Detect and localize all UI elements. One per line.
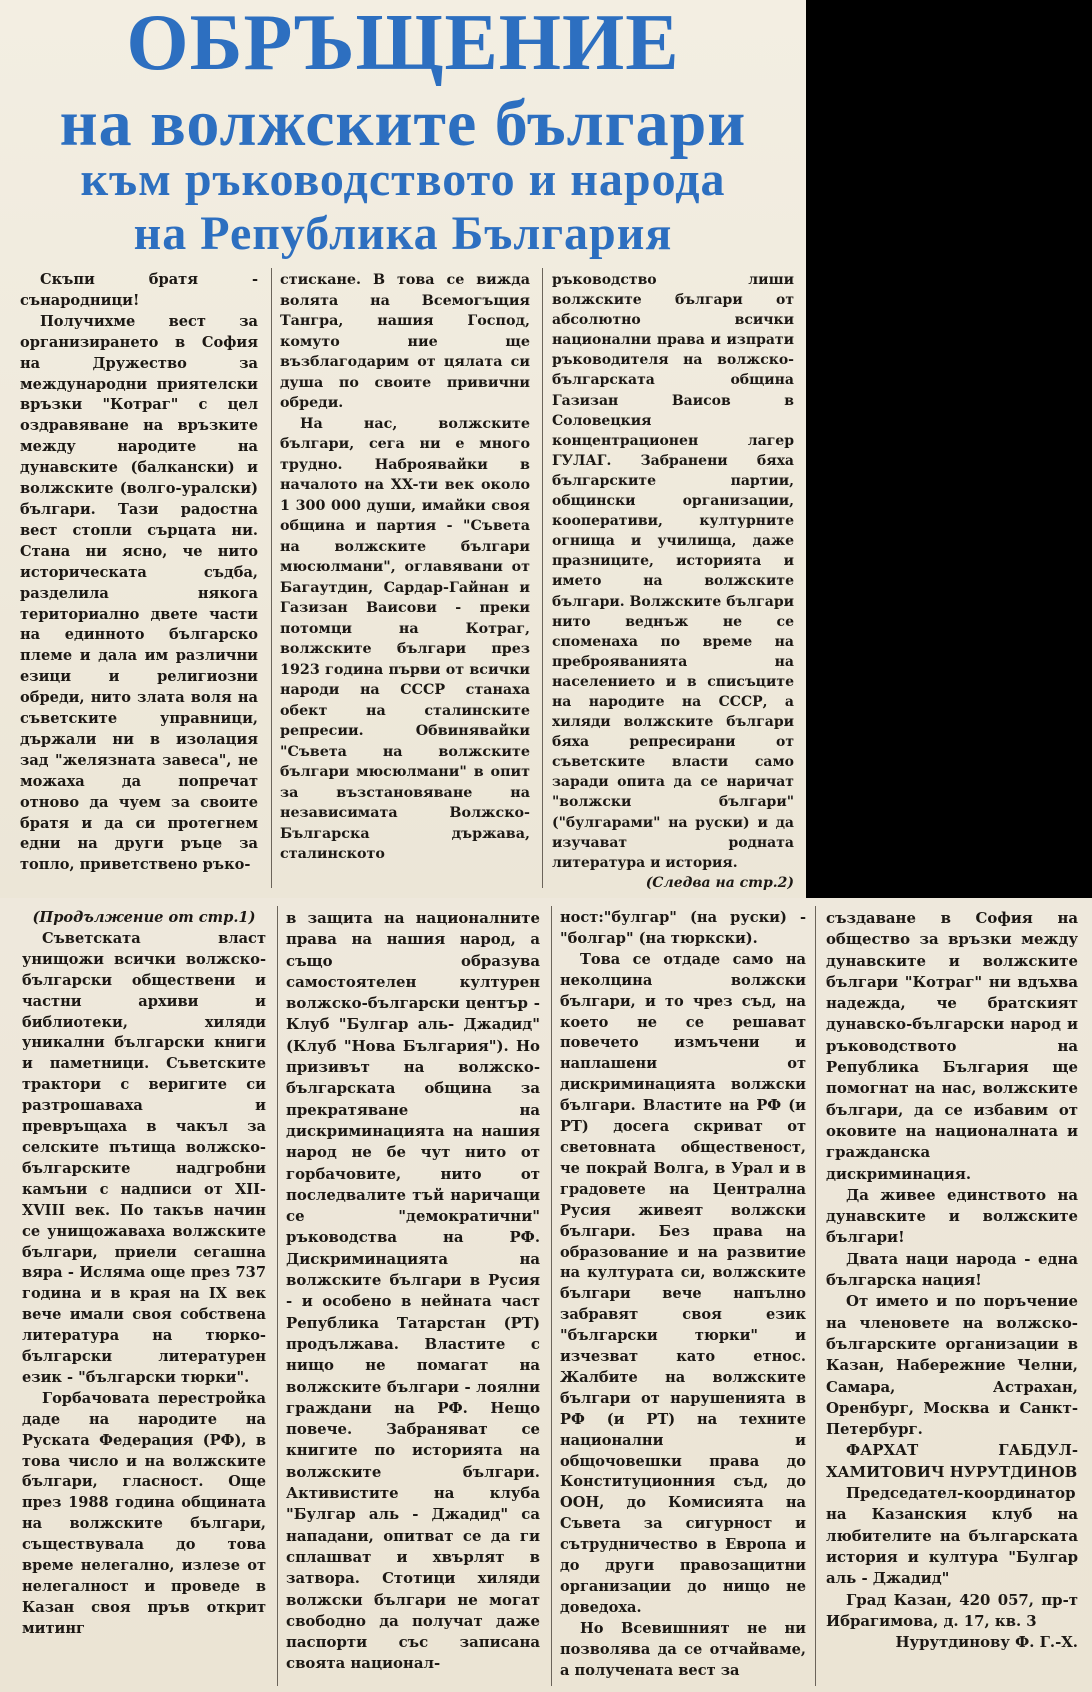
article-clipping-top — [0, 0, 806, 898]
bottom-column-4 — [826, 908, 1078, 1653]
top-column-3 — [552, 270, 794, 893]
headline-line-3: към ръководството и народа — [80, 153, 726, 206]
column-rule — [271, 268, 272, 888]
column-rule — [542, 268, 543, 888]
top-column-1 — [20, 270, 258, 876]
bottom-column-1 — [22, 908, 266, 1640]
paragraph: стискане. В това се вижда волята на Всемогъщия Тангра, нашия Господ, комуто ние ще възблагодарим от цялата си душа по своите привични обреди. — [280, 272, 530, 411]
paragraph: Но Всевишният не ни позволява да се отчайваме, а получената вест за — [560, 1619, 806, 1679]
paragraph: Съветската власт унищожи всички волжско-български обществени и частни архиви и библиотеки, хиляди уникални български книги и паметници. Съветските трактори с веригите си разтрошаваха и превръщаха в чакъл за селските пътища волжско-българските надгробни камъни с надписи от XII-XVIII век. По такъв начин се унищожаваха волжските българи, приели сегашна вяра - Исляма още през 737 година и в края на IX век вече имали своя собствена литература на тюрко-български литературен език - "български тюрки". — [22, 929, 266, 1386]
continued-note: (Следва на стр.2) — [645, 874, 794, 891]
paragraph: Скъпи братя - сънародници! — [20, 271, 258, 309]
paragraph: На нас, волжските българи, сега ни е много трудно. Наброявайки в началото на XX-ти век около 1 300 000 души, имайки своя община и партия - "Съвета на волжските българи мюсюлмани", оглавявани от Багаутдин, Сардар-Гайнан и Газизан Ваисови - преки потомци на Котраг, волжските българи през 1923 година първи от всички народи на СССР станаха обект на сталинските репресии. Обвинявайки "Съвета на волжските българи мюсюлмани" в опит за възстановяване на независимата Волжско-Българска държава, сталинското — [280, 415, 530, 862]
bottom-column-2 — [286, 908, 540, 1675]
signature-address-1: Град Казан, 420 057, пр-т Ибрагимова, д. 17, кв. 3 — [826, 1590, 1078, 1630]
paragraph: в защита на националните права на нашия народ, а също образува самостоятелен културен волжско-български център - Клуб "Булгар аль- Джадид" (Клуб "Нова България"). Но призивът на волжско-българската община за прекратяване на дискриминацията на нашия народ не бе чут нито от горбачовите, нито от последвалите тъй наричащи се "демократични" ръководства на РФ. Дискриминацията на волжските българи в Русия - и особено в нейната част Република Татарстан (РТ) продължава. Властите с нищо не помагат на волжските българи - лоялни граждани на РФ. Нещо повече. Забраняват се книгите по историята на волжските българи. Активистите на клуба "Булгар аль - Джадид" са нападани, опитват се да ги сплашват и хвърлят в затвора. Стотици хиляди волжски българи не могат свободно да получат даже паспорти със записана своята национал- — [286, 909, 540, 1673]
paragraph: Получихме вест за организирането в София на Дружество за международни приятелски връзки "Котраг" с цел оздравяване на връзките между народите на дунавските (балкански) и волжските (волго-уралски) българи. Тази радостна вест стопли сърцата ни. Стана ни ясно, че нито историческата съдба, разделила някога териториално двете части на единното българско племе и дала им различни езици и религиозни обреди, нито злата воля на съветските управници, държали ни в изолация зад "желязната завеса", не можаха да попречат отново да чуем за своите братя и да си протегнем едни на други ръце за топло, приветствено ръко- — [20, 312, 258, 874]
paragraph: ност:"булгар" (на руски) - "болгар" (на тюркски). — [560, 909, 806, 947]
paragraph: Горбачовата перестройка даде на народите на Руската Федерация (РФ), в това число и на волжските българи, гласност. Още през 1988 година общината на волжските българи, съществувала до това време нелегално, излезе от нелегалност и проведе в Казан своя пръв открит митинг — [22, 1389, 266, 1637]
article-clipping-bottom — [0, 898, 1092, 1692]
paragraph: Да живее единството на дунавските и волжските българи! — [826, 1185, 1078, 1247]
paragraph: От името и по поръчение на членовете на волжско-българските организации в Казан, Набережние Челни, Самара, Астрахан, Оренбург, Москва и Санкт-Петербург. — [826, 1292, 1078, 1439]
paragraph: Това се отдаде само на неколцина волжски българи, и то чрез съд, на което не се решават повечето измъчени и наплашени от дискриминацията волжски българи. Властите на РФ (и РТ) досега скриват от световната общественост, че покрай Волга, в Урал и в градовете на Централна Русия живеят волжски българи. Без права на образование и на развитие на културата си, волжските българи вече напълно забравят своя език "български тюрки" и изчезват като етнос. Жалбите на волжските българи от нарушенията в РФ (и РТ) на техните национални и общочовешки права до Конституционния съд, до ООН, до Комисията на Съвета за сигурност и сътрудничество в Европа и до други правозащитни организации до нищо не доведоха. — [560, 950, 806, 1616]
column-rule — [815, 906, 816, 1686]
column-rule — [277, 906, 278, 1686]
top-column-2 — [280, 270, 530, 865]
paragraph: създаване в София на общество за връзки между дунавските и волжските българи "Котраг" ни вдъхва надежда, че братският дунавско-български народ и ръководството на Република България ще помогнат на нас, волжските българи, да се избавим от оковите на националната и гражданска дискриминация. — [826, 909, 1078, 1183]
paragraph: ръководство лиши волжските българи от абсолютно всички национални права и изпрати ръководителя на волжско-българската община Газизан Ваисов в Соловецкия концентрационен лагер ГУЛАГ. Забранени бяха българските партии, общински организации, кооперативи, културните огнища и училища, даже празниците, историята и името на волжските българи. Волжските българи нито веднъж не се споменаха по време на преброяванията на населението и в списъците на народите на СССР, а хиляди волжските българи бяха репресирани от съветските власти само заради опита да се наричат "волжски българи" ("булгарами" на руски) и да изучават родната литература и история. — [552, 272, 794, 871]
column-rule — [551, 906, 552, 1686]
headline-line-4: на Република България — [133, 207, 673, 260]
signature-name: ФАРХАТ ГАБДУЛ-ХАМИТОВИЧ НУРУТДИНОВ — [826, 1441, 1078, 1481]
signature-title: Председател-координатор на Казанския клуб на любителите на българската история и култура "Булгар аль - Джадид" — [826, 1484, 1078, 1588]
continuation-note: (Продължение от стр.1) — [32, 909, 256, 926]
headline-line-1: ОБРЪЩЕНИЕ — [126, 0, 680, 87]
headline-line-2: на волжските българи — [59, 87, 747, 160]
bottom-column-3 — [560, 908, 806, 1682]
signature-address-2: Нурутдинову Ф. Г.-Х. — [895, 1633, 1078, 1652]
paragraph: Двата наци народа - една българска нация! — [826, 1249, 1078, 1290]
